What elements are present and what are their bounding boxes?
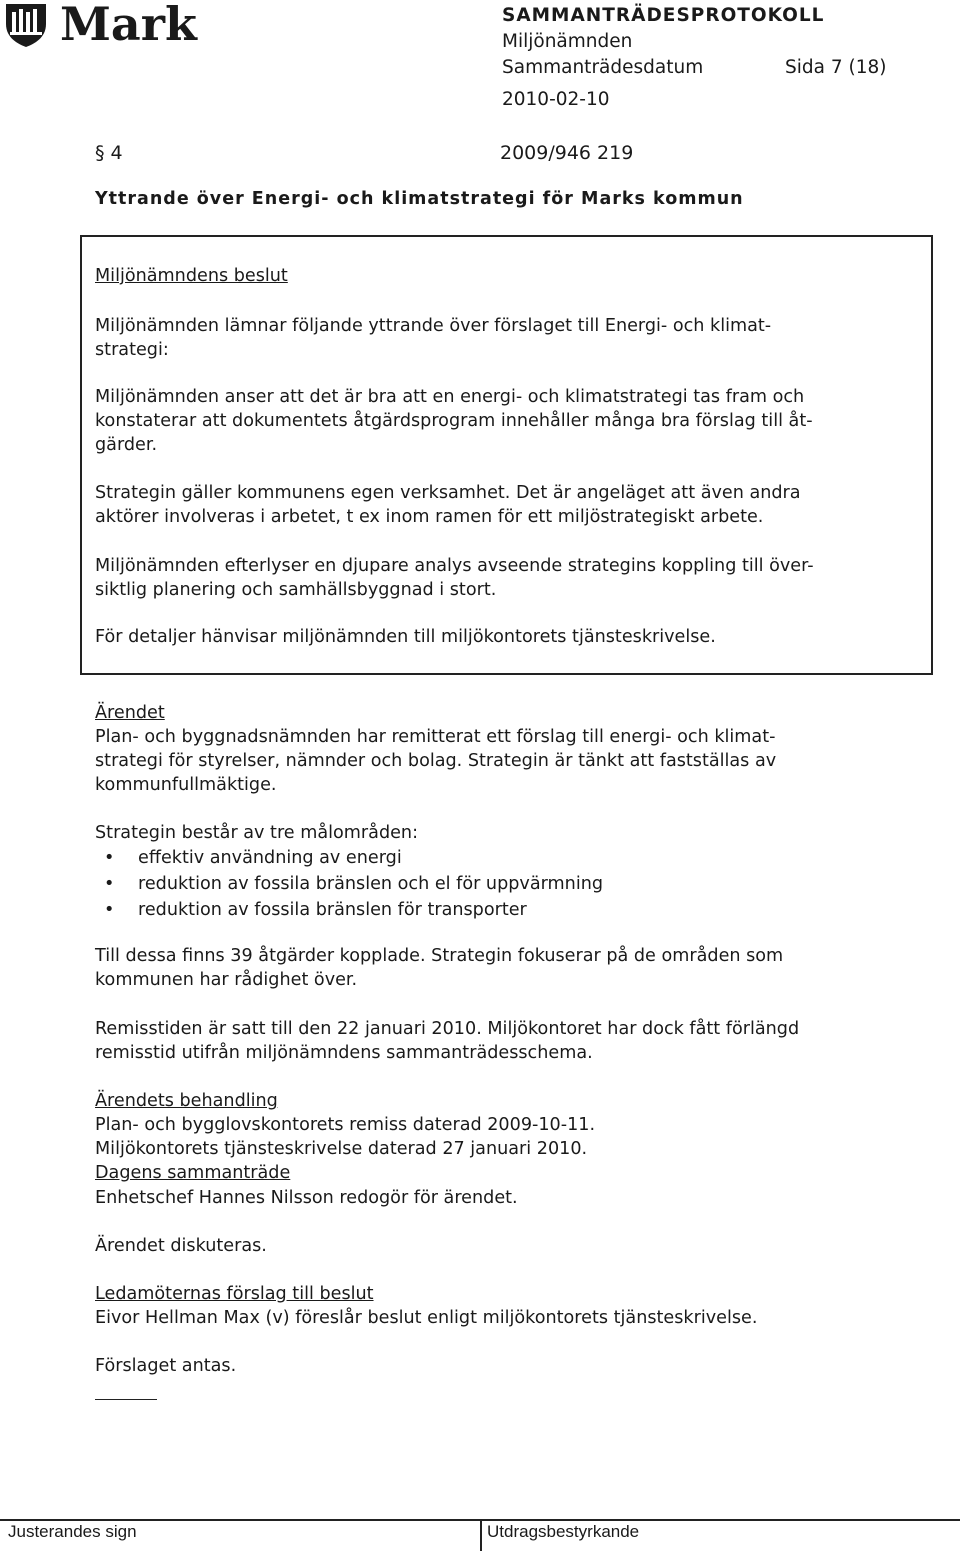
measures-paragraph — [95, 944, 915, 992]
text-line: aktörer involveras i arbetet, t ex inom ramen för ett miljöstrategiskt arbete. — [95, 507, 764, 527]
text-line: kommunfullmäktige. — [95, 775, 277, 795]
text-line: strategi för styrelser, nämnder och bolag. Strategin är tänkt att fastställas av — [95, 751, 777, 771]
decision-paragraph — [95, 625, 915, 649]
text-line: Miljönämnden anser att det är bra att en energi- och klimatstrategi tas fram och — [95, 387, 805, 407]
text-line: Plan- och byggnadsnämnden har remitterat ett förslag till energi- och klimat- — [95, 727, 776, 747]
municipality-logo-text: Mark — [60, 0, 197, 51]
meeting-date-label: Sammanträdesdatum — [502, 57, 704, 78]
text-line: Remisstiden är satt till den 22 januari 2010. Miljökontoret har dock fått förlängd — [95, 1019, 800, 1039]
decision-paragraph — [95, 385, 915, 457]
text-line: För detaljer hänvisar miljönämnden till miljökontorets tjänsteskrivelse. — [95, 627, 716, 647]
meeting-line: Enhetschef Hannes Nilsson redogör för ärendet. — [95, 1188, 518, 1208]
outcome-line: Förslaget antas. — [95, 1356, 237, 1376]
decision-paragraph — [95, 481, 915, 529]
end-rule — [95, 1399, 157, 1400]
matter-intro — [95, 725, 915, 797]
matter-heading: Ärendet — [95, 703, 165, 723]
bullet-icon: • — [104, 900, 115, 920]
text-line: gärder. — [95, 435, 158, 455]
text-line: konstaterar att dokumentets åtgärdsprogram innehåller många bra förslag till åt- — [95, 411, 813, 431]
bullet-icon: • — [104, 848, 115, 868]
municipality-coat-of-arms-logo — [4, 2, 48, 48]
text-line: Miljönämnden efterlyser en djupare analys avseende strategins koppling till över- — [95, 556, 814, 576]
deadline-paragraph — [95, 1017, 915, 1065]
meeting-date: 2010-02-10 — [502, 89, 610, 110]
decision-paragraph — [95, 554, 915, 602]
handling-line: Miljökontorets tjänsteskrivelse daterad 27 januari 2010. — [95, 1139, 588, 1159]
text-line: remisstid utifrån miljönämndens sammanträdesschema. — [95, 1043, 593, 1063]
text-line: Strategin gäller kommunens egen verksamhet. Det är angeläget att även andra — [95, 483, 801, 503]
footer-extract-certification: Utdragsbestyrkande — [487, 1522, 640, 1541]
bullet-icon: • — [104, 874, 115, 894]
footer-adjuster-signature: Justerandes sign — [8, 1522, 137, 1541]
proposals-heading: Ledamöternas förslag till beslut — [95, 1284, 374, 1304]
case-id: 2009/946 219 — [500, 142, 634, 164]
list-item-text: reduktion av fossila bränslen och el för uppvärmning — [138, 874, 604, 894]
text-line: siktlig planering och samhällsbyggnad i stort. — [95, 580, 497, 600]
decision-paragraph — [95, 314, 915, 362]
text-line: strategi: — [95, 340, 169, 360]
decision-heading: Miljönämndens beslut — [95, 266, 288, 286]
committee-name: Miljönämnden — [502, 31, 633, 52]
proposal-line: Eivor Hellman Max (v) föreslår beslut enligt miljökontorets tjänsteskrivelse. — [95, 1308, 758, 1328]
list-item-text: reduktion av fossila bränslen för transporter — [138, 900, 527, 920]
meeting-heading: Dagens sammanträde — [95, 1163, 291, 1183]
page-number: Sida 7 (18) — [785, 57, 887, 78]
handling-line: Plan- och bygglovskontorets remiss daterad 2009-10-11. — [95, 1115, 596, 1135]
text-line: Miljönämnden lämnar följande yttrande över förslaget till Energi- och klimat- — [95, 316, 772, 336]
section-number: § 4 — [95, 142, 123, 164]
footer-divider — [480, 1519, 482, 1551]
discussed-line: Ärendet diskuteras. — [95, 1236, 267, 1256]
protocol-title: SAMMANTRÄDESPROTOKOLL — [502, 5, 825, 26]
areas-intro: Strategin består av tre målområden: — [95, 823, 419, 843]
list-item-text: effektiv användning av energi — [138, 848, 402, 868]
text-line: Till dessa finns 39 åtgärder kopplade. Strategin fokuserar på de områden som — [95, 946, 784, 966]
handling-heading: Ärendets behandling — [95, 1091, 278, 1111]
text-line: kommunen har rådighet över. — [95, 970, 358, 990]
case-subject: Yttrande över Energi- och klimatstrategi för Marks kommun — [95, 189, 744, 209]
